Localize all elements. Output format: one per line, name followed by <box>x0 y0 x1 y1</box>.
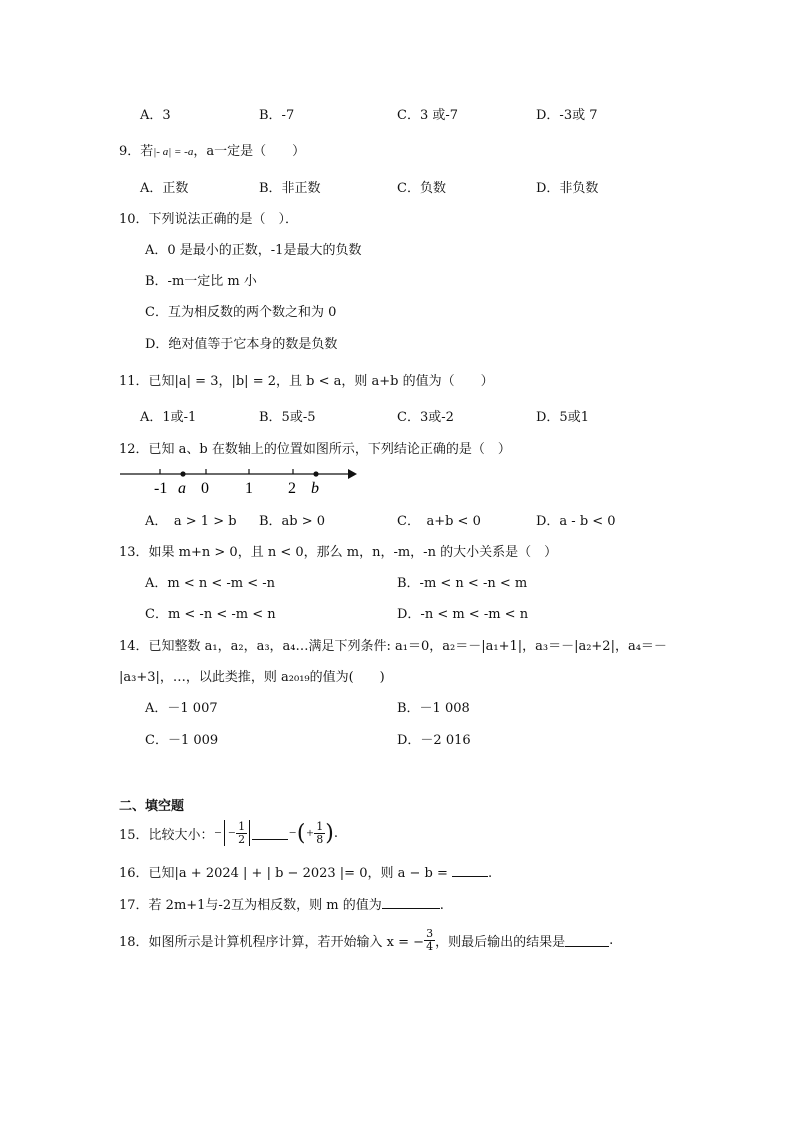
q14-stem-line1: 14．已知整数 a₁，a₂，a₃，a₄…满足下列条件: a₁＝0，a₂＝－|a₁+1|，a₃＝－|a₂+2|，a₄＝－ <box>119 639 667 654</box>
q14-option-d: D．－2 016 <box>397 733 471 748</box>
label-b: b <box>311 480 319 497</box>
q10-stem: 10．下列说法正确的是（ ）． <box>119 212 299 227</box>
q10-option-b: B．-m一定比 m 小 <box>145 274 257 289</box>
abs-bar-left <box>224 820 225 846</box>
q12-option-a: A． a > 1 > b <box>145 514 237 529</box>
q14-option-b: B．－1 008 <box>397 701 470 716</box>
q9-option-c: C．负数 <box>397 181 446 196</box>
q9-abs-expression: |- a| = -a <box>153 146 194 158</box>
q10-option-d: D．绝对值等于它本身的数是负数 <box>145 337 338 352</box>
label-0: 0 <box>201 480 209 497</box>
q13-option-d: D．-n < m < -m < n <box>397 607 529 622</box>
number-line-arrow-icon <box>348 469 357 479</box>
q12-option-c: C． a+b < 0 <box>397 514 481 529</box>
q14-option-a: A．－1 007 <box>145 701 218 716</box>
q15-prefix: 15．比较大小： <box>119 827 214 843</box>
q11-option-b: B．5或-5 <box>259 410 316 425</box>
q13-option-b: B．-m < n < -n < m <box>397 576 528 591</box>
q11-option-c: C．3或-2 <box>397 410 454 425</box>
q15-num-1: 1 <box>238 819 246 833</box>
q10-option-a: A．0 是最小的正数，-1是最大的负数 <box>145 243 362 258</box>
label-2: 2 <box>288 480 296 497</box>
q13-option-a: A．m < n < -m < -n <box>145 576 276 591</box>
q18-fraction <box>424 928 435 953</box>
q8-option-b: B．-7 <box>259 108 295 123</box>
q18-suffix: ，则最后输出的结果是 <box>435 934 566 950</box>
q17-answer-blank[interactable] <box>382 896 440 909</box>
q16-stem: 16．已知|a + 2024 | + | b − 2023 |= 0，则 a − b = . <box>119 866 493 881</box>
number-line <box>118 462 358 498</box>
q13-stem: 13．如果 m+n > 0，且 n < 0，那么 m，n，-m，-n 的大小关系是（ ） <box>119 545 558 560</box>
q11-stem: 11．已知|a| = 3，|b| = 2，且 b < a，则 a+b 的值为（ ） <box>119 374 494 389</box>
q9-option-a: A．正数 <box>140 181 189 196</box>
q9-option-d: D．非负数 <box>536 181 599 196</box>
q12-option-d: D．a - b < 0 <box>536 514 616 529</box>
abs-bar-right <box>249 820 250 846</box>
q13-option-c: C．m < -n < -m < n <box>145 607 276 622</box>
q15-den-1: 2 <box>238 832 246 846</box>
q12-stem: 12．已知 a、b 在数轴上的位置如图所示，下列结论正确的是（ ） <box>119 442 511 457</box>
q17-text: 17．若 2m+1与-2互为相反数，则 m 的值为 <box>119 898 382 913</box>
q15-num-2: 1 <box>316 819 324 833</box>
q18-num: 3 <box>426 926 434 940</box>
q18-prefix: 18．如图所示是计算机程序计算，若开始输入 x = − <box>119 934 425 950</box>
point-a <box>180 471 185 476</box>
q15-answer-blank[interactable] <box>252 827 288 840</box>
q15-den-2: 8 <box>316 832 324 846</box>
q11-option-d: D．5或1 <box>536 410 589 425</box>
q9-prefix: 9．若 <box>119 144 154 159</box>
q9-option-b: B．非正数 <box>259 181 321 196</box>
q18-den: 4 <box>426 939 434 953</box>
q16-answer-blank[interactable] <box>452 864 488 877</box>
point-b <box>313 471 318 476</box>
label-1: 1 <box>245 480 253 497</box>
q15-stem: 15．比较大小： − − $\frac{1}{2}$ − ( + $\frac{1}{8}$ ) . <box>119 819 338 846</box>
q16-text: 16．已知|a + 2024 | + | b − 2023 |= 0，则 a − b = <box>119 866 452 881</box>
q8-option-c: C．3 或-7 <box>397 108 459 123</box>
q10-option-c: C．互为相反数的两个数之和为 0 <box>145 305 337 320</box>
q9-suffix: ，a一定是（ ） <box>193 144 306 159</box>
q9-stem <box>119 140 305 159</box>
section-title-fill-blank: 二、填空题 <box>119 799 185 814</box>
q15-fraction-2 <box>314 821 325 846</box>
q17-stem: 17．若 2m+1与-2互为相反数，则 m 的值为 . <box>119 898 444 913</box>
q15-fraction-1 <box>236 821 247 846</box>
q8-option-d: D．-3或 7 <box>536 108 598 123</box>
q11-option-a: A．1或-1 <box>140 410 197 425</box>
q12-option-b: B．ab > 0 <box>259 514 326 529</box>
q8-option-a: A．3 <box>140 108 171 123</box>
label-a: a <box>178 480 186 497</box>
q18-stem: 18．如图所示是计算机程序计算，若开始输入 x = − $\frac{3}{4}$ ，则最后输出的结果是 . <box>119 926 614 953</box>
label-minus-1: -1 <box>154 480 168 497</box>
q14-stem-line2: |a₃+3|，…，以此类推，则 a₂₀₁₉的值为( ) <box>119 670 385 685</box>
q18-answer-blank[interactable] <box>565 934 609 947</box>
q14-option-c: C．－1 009 <box>145 733 219 748</box>
